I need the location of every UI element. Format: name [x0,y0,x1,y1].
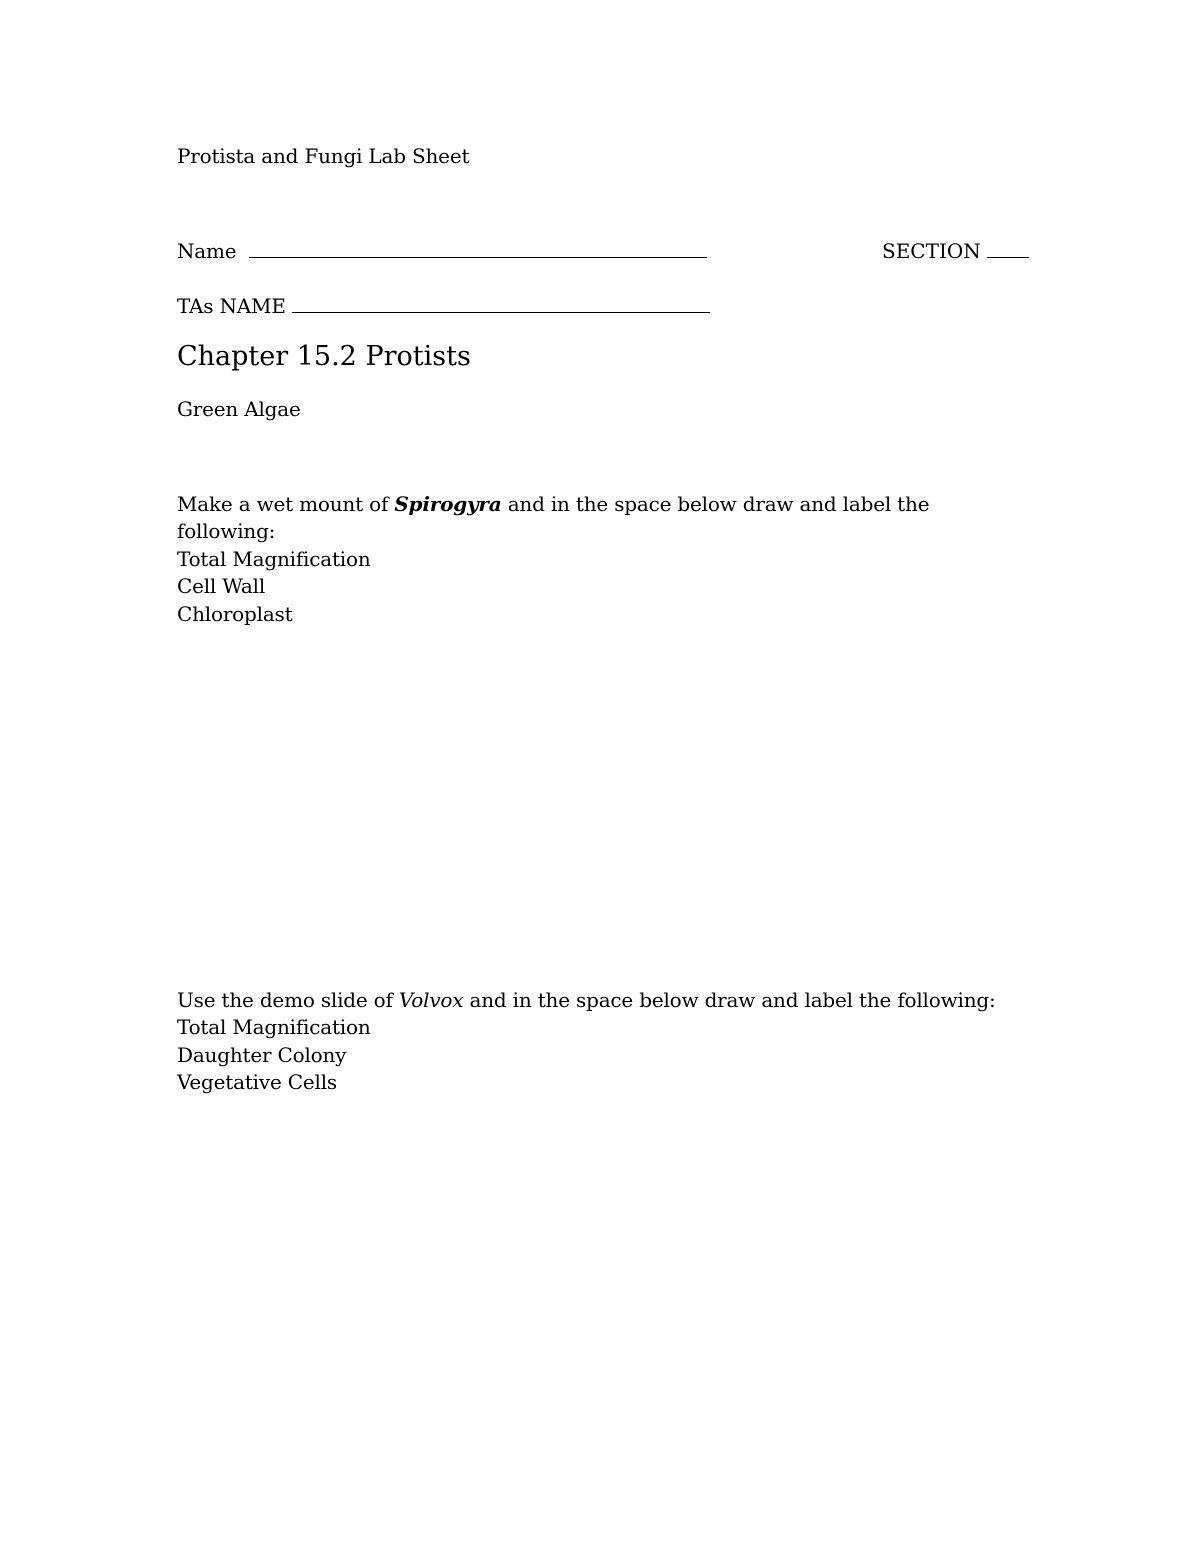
spirogyra-instruction [177,490,929,518]
document-title: Protista and Fungi Lab Sheet [177,144,470,168]
volvox-instruction-pre: Use the demo slide of [177,988,399,1012]
volvox-label-item: Total Magnification [177,1015,371,1039]
name-label: Name [177,239,237,263]
volvox-instruction-post: and in the space below draw and label the following: [463,988,996,1012]
section-label: SECTION [882,239,981,263]
spirogyra-instruction-pre: Make a wet mount of [177,492,395,516]
volvox-label-item: Daughter Colony [177,1043,347,1067]
ta-name-field-row [177,292,710,320]
spirogyra-instruction-post: and in the space below draw and label the [501,492,930,516]
ta-name-label: TAs NAME [177,294,286,318]
spirogyra-label-item: Chloroplast [177,602,293,626]
volvox-label-item: Vegetative Cells [177,1070,337,1094]
chapter-heading: Chapter 15.2 Protists [177,341,471,372]
name-field-row [177,237,707,265]
spirogyra-organism-name: Spirogyra [394,492,502,516]
section-field-row [882,237,1029,265]
ta-name-blank-line[interactable] [292,292,710,313]
name-blank-line[interactable] [249,237,707,258]
section-blank-line[interactable] [987,237,1029,258]
volvox-organism-name: Volvox [398,988,464,1012]
spirogyra-instruction-continuation: following: [177,519,276,543]
spirogyra-label-item: Total Magnification [177,547,371,571]
volvox-instruction [177,986,996,1014]
section-subheading: Green Algae [177,397,301,421]
spirogyra-label-item: Cell Wall [177,574,266,598]
